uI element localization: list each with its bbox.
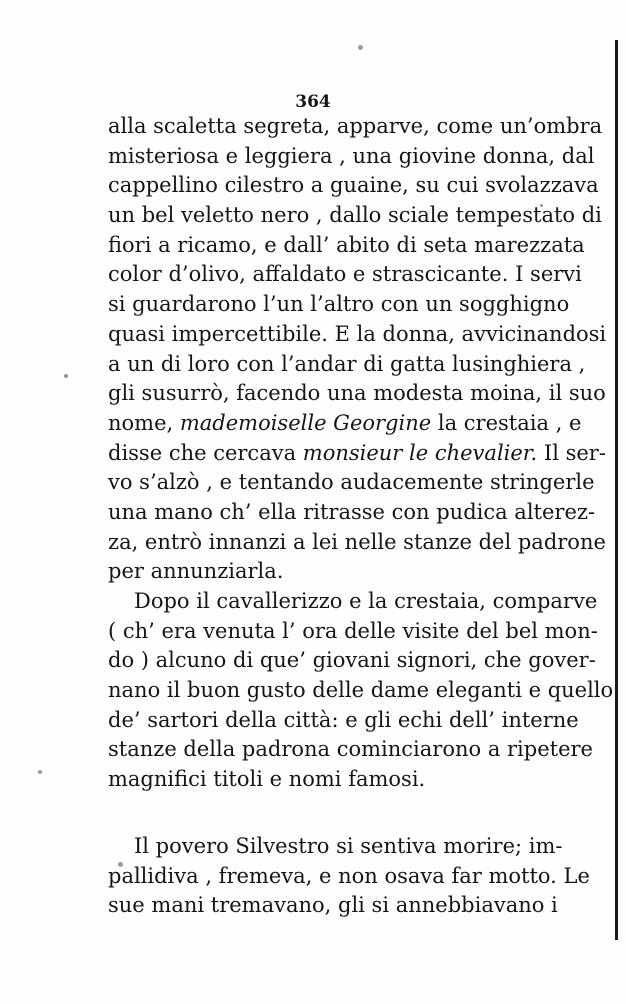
text-line — [108, 765, 528, 795]
text-line — [108, 706, 579, 736]
paper-speck — [358, 45, 363, 50]
text-run: Il povero Silvestro si sentiva morire; im- — [134, 833, 563, 858]
text-line — [108, 320, 607, 350]
text-line — [108, 528, 606, 558]
text-line — [108, 646, 596, 676]
text-run: quasi impercettibile. E la donna, avvicinandosi — [108, 321, 607, 346]
text-line — [108, 468, 595, 498]
text-line — [108, 350, 586, 380]
text-run: alla scaletta segreta, apparve, come un’ombra — [108, 114, 603, 138]
paragraph — [108, 832, 590, 921]
text-line — [108, 142, 595, 172]
text-line — [108, 735, 593, 765]
text-run: si guardarono l’un l’altro con un sogghigno — [108, 292, 570, 317]
text-line — [108, 171, 599, 201]
italic-text: monsieur le chevalier. — [302, 440, 538, 465]
text-run: de’ sartori della città: e gli echi dell’ interne — [108, 707, 579, 732]
text-line — [108, 260, 582, 290]
text-line — [108, 676, 614, 706]
text-run: la crestaia , e — [431, 410, 582, 435]
text-run: Il ser- — [537, 440, 606, 465]
text-run: stanze della padrona cominciarono a ripetere — [108, 737, 593, 762]
italic-text: mademoiselle Georgine — [179, 410, 432, 435]
text-line — [108, 832, 563, 862]
paragraph — [108, 112, 607, 587]
text-line — [108, 201, 602, 231]
text-line — [108, 891, 558, 921]
text-run: fiori a ricamo, e dall’ abito di seta marezzata — [108, 232, 585, 257]
paragraph — [108, 587, 614, 795]
text-line — [108, 290, 570, 320]
text-run: sue mani tremavano, gli si annebbiavano i — [108, 893, 558, 918]
page-edge-shadow — [615, 40, 618, 940]
text-line — [108, 617, 598, 647]
text-run: a un di loro con l’andar di gatta lusinghiera , — [108, 351, 586, 376]
text-run: vo s’alzò , e tentando audacemente stringerle — [108, 470, 595, 495]
text-line — [108, 498, 596, 528]
text-line — [108, 379, 606, 409]
text-run: nome, — [108, 410, 180, 435]
text-line — [108, 439, 606, 469]
text-line — [108, 557, 528, 587]
text-run: gli susurrò, facendo una modesta moina, il suo — [108, 381, 606, 406]
text-run: do ) alcuno di que’ giovani signori, che gover- — [108, 648, 596, 673]
text-run: un bel veletto nero , dallo sciale tempestato di — [108, 203, 602, 228]
text-line — [108, 231, 585, 261]
text-run: disse che cercava — [108, 440, 303, 465]
paper-speck — [38, 770, 42, 774]
paper-speck — [64, 374, 68, 378]
text-run: pallidiva , fremeva, e non osava far motto. Le — [108, 863, 590, 888]
paragraph-gap — [108, 795, 528, 832]
text-run: color d’olivo, affaldato e strascicante. I servi — [108, 262, 582, 287]
text-line — [108, 112, 603, 142]
text-run: ( ch’ era venuta l’ ora delle visite del bel mon- — [108, 618, 598, 643]
body-text — [108, 112, 614, 921]
text-line — [108, 862, 590, 892]
text-run: Dopo il cavallerizzo e la crestaia, comparve — [134, 589, 598, 613]
text-run: per annunziarla. — [108, 559, 284, 584]
text-line — [108, 587, 598, 617]
text-run: misteriosa e leggiera , una giovine donna, dal — [108, 143, 595, 168]
text-run: magnifici titoli e nomi famosi. — [108, 767, 426, 792]
text-line — [108, 409, 582, 439]
text-run: nano il buon gusto delle dame eleganti e quello — [108, 678, 614, 703]
text-run: za, entrò innanzi a lei nelle stanze del padrone — [108, 529, 606, 554]
page-number: 364 — [295, 92, 331, 112]
text-run: cappellino cilestro a guaine, su cui svolazzava — [108, 173, 599, 198]
text-run: una mano ch’ ella ritrasse con pudica alterez- — [108, 499, 596, 524]
